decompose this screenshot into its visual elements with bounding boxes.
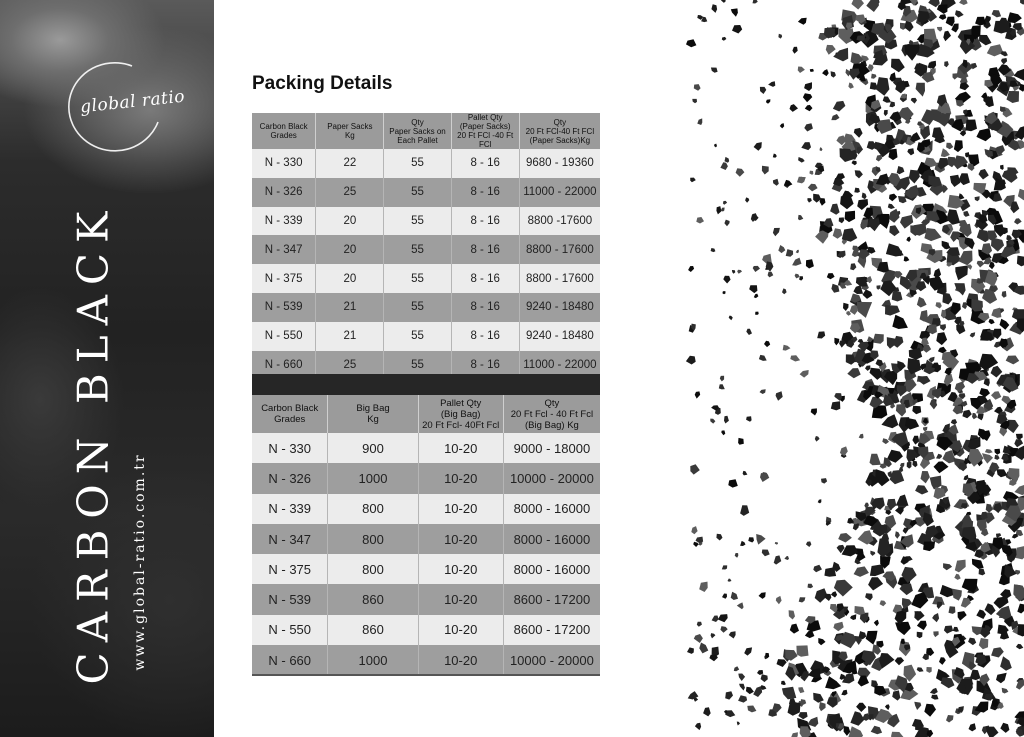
table-row	[252, 463, 600, 493]
sidebar-panel	[0, 0, 214, 737]
value-cell: 8600 - 17200	[503, 615, 600, 645]
value-cell: 8 - 16	[451, 178, 519, 207]
value-cell: 11000 - 22000	[519, 351, 600, 380]
value-cell: 10-20	[418, 524, 503, 554]
grade-cell: N - 339	[252, 494, 328, 524]
value-cell: 8000 - 16000	[503, 524, 600, 554]
page-title: Packing Details	[252, 73, 393, 94]
table-row	[252, 264, 600, 293]
value-cell: 55	[384, 178, 451, 207]
value-cell: 8800 -17600	[519, 207, 600, 236]
table-bottom-rule	[252, 674, 600, 676]
header-cell: Pallet Qty (Paper Sacks) 20 Ft FCl -40 Ft FCl	[451, 113, 519, 149]
value-cell: 21	[316, 293, 384, 322]
grade-cell: N - 539	[252, 584, 328, 614]
value-cell: 55	[384, 207, 451, 236]
value-cell: 8 - 16	[451, 264, 519, 293]
grade-cell: N - 330	[252, 149, 316, 178]
value-cell: 900	[328, 433, 418, 463]
value-cell: 8 - 16	[451, 207, 519, 236]
grade-cell: N - 326	[252, 178, 316, 207]
value-cell: 8 - 16	[451, 149, 519, 178]
value-cell: 10-20	[418, 463, 503, 493]
table-row	[252, 524, 600, 554]
table-header-row	[252, 395, 600, 433]
value-cell: 8000 - 16000	[503, 494, 600, 524]
grade-cell: N - 326	[252, 463, 328, 493]
header-cell: Qty 20 Ft FCl-40 Ft FCl (Paper Sacks)Kg	[519, 113, 600, 149]
value-cell: 1000	[328, 645, 418, 675]
value-cell: 9000 - 18000	[503, 433, 600, 463]
value-cell: 10-20	[418, 494, 503, 524]
value-cell: 8 - 16	[451, 322, 519, 351]
value-cell: 8 - 16	[451, 293, 519, 322]
table-row	[252, 494, 600, 524]
value-cell: 55	[384, 149, 451, 178]
table-divider	[252, 374, 600, 395]
table-row	[252, 615, 600, 645]
header-cell: Pallet Qty (Big Bag) 20 Ft Fcl- 40Ft Fcl	[418, 395, 503, 433]
value-cell: 10-20	[418, 433, 503, 463]
value-cell: 20	[316, 207, 384, 236]
value-cell: 10-20	[418, 645, 503, 675]
value-cell: 860	[328, 584, 418, 614]
value-cell: 22	[316, 149, 384, 178]
grade-cell: N - 347	[252, 235, 316, 264]
value-cell: 800	[328, 554, 418, 584]
value-cell: 55	[384, 264, 451, 293]
grade-cell: N - 660	[252, 351, 316, 380]
header-cell: Qty Paper Sacks on Each Pallet	[384, 113, 451, 149]
value-cell: 25	[316, 178, 384, 207]
value-cell: 10000 - 20000	[503, 645, 600, 675]
value-cell: 9240 - 18480	[519, 293, 600, 322]
value-cell: 21	[316, 322, 384, 351]
value-cell: 800	[328, 524, 418, 554]
header-cell: Big Bag Kg	[328, 395, 418, 433]
table-row	[252, 433, 600, 463]
value-cell: 25	[316, 351, 384, 380]
vertical-title: CARBON BLACK	[68, 201, 118, 685]
value-cell: 20	[316, 235, 384, 264]
grade-cell: N - 550	[252, 322, 316, 351]
big-bag-table	[252, 395, 600, 675]
header-cell: Qty 20 Ft Fcl - 40 Ft Fcl (Big Bag) Kg	[503, 395, 600, 433]
grade-cell: N - 339	[252, 207, 316, 236]
value-cell: 860	[328, 615, 418, 645]
value-cell: 20	[316, 264, 384, 293]
header-cell: Carbon Black Grades	[252, 395, 328, 433]
grade-cell: N - 375	[252, 554, 328, 584]
value-cell: 8600 - 17200	[503, 584, 600, 614]
value-cell: 8800 - 17600	[519, 264, 600, 293]
grade-cell: N - 330	[252, 433, 328, 463]
value-cell: 10-20	[418, 584, 503, 614]
value-cell: 9240 - 18480	[519, 322, 600, 351]
value-cell: 9680 - 19360	[519, 149, 600, 178]
table-header-row	[252, 113, 600, 149]
table-row	[252, 235, 600, 264]
value-cell: 8 - 16	[451, 351, 519, 380]
value-cell: 10-20	[418, 554, 503, 584]
header-cell: Carbon Black Grades	[252, 113, 316, 149]
grade-cell: N - 539	[252, 293, 316, 322]
grade-cell: N - 347	[252, 524, 328, 554]
value-cell: 1000	[328, 463, 418, 493]
value-cell: 10000 - 20000	[503, 463, 600, 493]
table-row	[252, 207, 600, 236]
carbon-granules-image	[680, 0, 1024, 737]
value-cell: 55	[384, 293, 451, 322]
value-cell: 8800 - 17600	[519, 235, 600, 264]
value-cell: 10-20	[418, 615, 503, 645]
website-url: www.global-ratio.com.tr	[132, 453, 148, 671]
value-cell: 11000 - 22000	[519, 178, 600, 207]
grade-cell: N - 550	[252, 615, 328, 645]
table-row	[252, 293, 600, 322]
grade-cell: N - 375	[252, 264, 316, 293]
value-cell: 8 - 16	[451, 235, 519, 264]
table-row	[252, 554, 600, 584]
header-cell: Paper Sacks Kg	[316, 113, 384, 149]
paper-sacks-table	[252, 113, 600, 379]
value-cell: 55	[384, 351, 451, 380]
table-row	[252, 584, 600, 614]
value-cell: 55	[384, 322, 451, 351]
table-row	[252, 322, 600, 351]
table-row	[252, 149, 600, 178]
value-cell: 800	[328, 494, 418, 524]
value-cell: 8000 - 16000	[503, 554, 600, 584]
value-cell: 55	[384, 235, 451, 264]
table-row	[252, 178, 600, 207]
grade-cell: N - 660	[252, 645, 328, 675]
table-row	[252, 645, 600, 675]
logo-text: global ratio	[79, 86, 186, 118]
